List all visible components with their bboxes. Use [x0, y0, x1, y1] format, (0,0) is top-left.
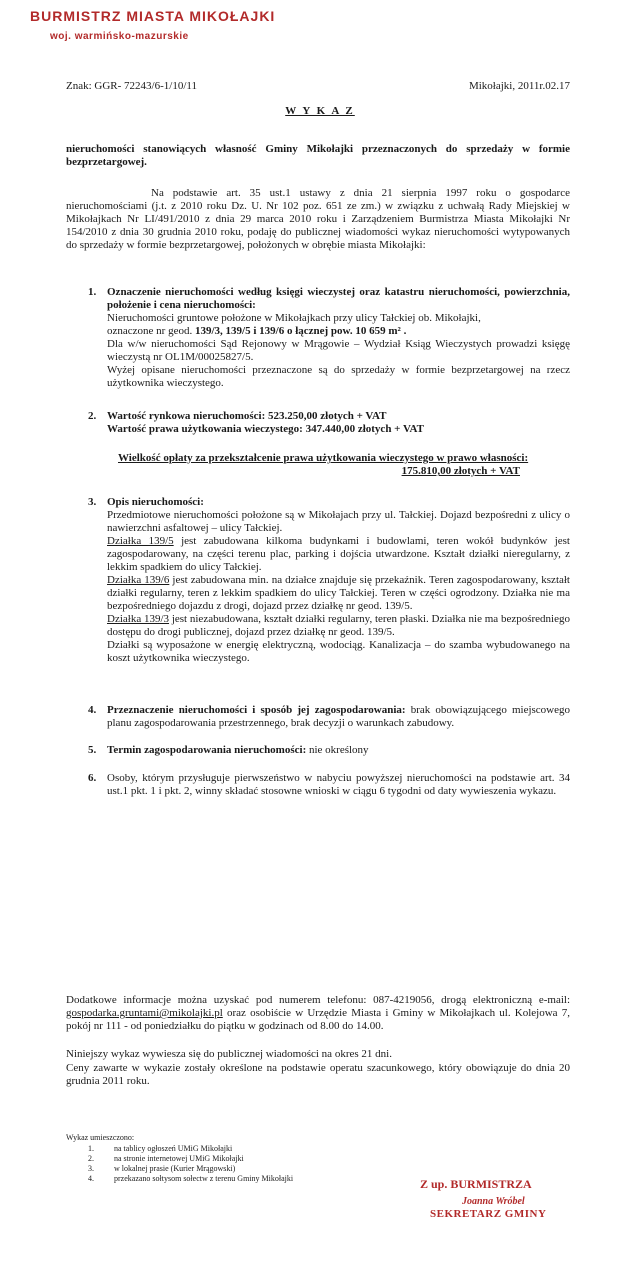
item-2-number: 2.: [88, 410, 97, 422]
contact-info-a: Dodatkowe informacje można uzyskać pod numerem telefonu: 087-4219056, drogą elektroniczną e-mail:: [66, 994, 570, 1006]
document-title: W Y K A Z: [285, 105, 355, 117]
contact-email-link[interactable]: gospodarka.gruntami@mikolajki.pl: [66, 1007, 223, 1019]
reference-number: Znak: GGR- 72243/6-1/10/11: [66, 80, 197, 92]
posting-heading: Wykaz umieszczono:: [66, 1133, 135, 1142]
usufruct-value: Wartość prawa użytkowania wieczystego: 347.440,00 złotych + VAT: [107, 423, 424, 435]
posting-list: [88, 1144, 293, 1184]
item-1-parcels-value: 139/3, 139/5 i 139/6 o łącznej pow. 10 659 m² .: [194, 325, 407, 337]
office-stamp-region: woj. warmińsko-mazurskie: [50, 31, 189, 42]
conversion-fee-value: 175.810,00 złotych + VAT: [401, 465, 520, 477]
item-3-block: [107, 496, 570, 665]
item-4-text: brak obowiązującego miejscowego planu zagospodarowania przestrzennego, brak decyzji o warunkach zabudowy.: [107, 704, 570, 729]
intro-paragraph: Na podstawie art. 35 ust.1 ustawy z dnia 21 sierpnia 1997 roku o gospodarce nieruchomościami (j.t. z 2010 roku Dz. U. Nr 102 poz. 651 ze zm.) w związku z uchwałą Rady Miejskiej w Mikołajkach Nr LI/491/2010 z dnia 29 marca 2010 roku i Zarządzeniem Burmistrza Miasta Mikołajki Nr 154/2010 z dnia 30 grudnia 2010 roku, podaję do publicznej wiadomości wykaz nieruchomości wytypowanych do sprzedaży w formie bezprzetargowej, położonych w obrębie miasta Mikołajki:: [66, 187, 570, 251]
item-5-number: 5.: [88, 744, 97, 756]
signature-stamp-title: Z up. BURMISTRZA: [420, 1177, 532, 1191]
item-1-location: Nieruchomości gruntowe położone w Mikołajkach przy ulicy Tałckiej ob. Mikołajki,: [107, 312, 481, 324]
description-parcel-139-5: [107, 535, 570, 574]
parcel-139-5-text: jest zabudowana kilkoma budynkami i budowlami, teren wokół budynków jest zagospodarowany, na części terenu plac, parking i dojścia utwardzone. Kształt działki nieregularny, z lekkim spadkiem do ulicy Tałckiej.: [107, 535, 570, 573]
item-3-number: 3.: [88, 496, 97, 508]
item-1-parcels: [107, 325, 570, 338]
parcel-139-6-text: jest zabudowana min. na działce znajduje się przekaźnik. Teren zagospodarowany, kształt działki regularny, teren z lekkim spadkiem do ulicy Tałckiej. Teren w części ogrodzony. Działka nie ma bezpośredniego dojazdu z drogi, dojazd przez działkę nr geod. 139/5.: [107, 574, 570, 612]
item-1-heading: Oznaczenie nieruchomości według księgi wieczystej oraz katastru nieruchomości, powierzchnia, położenie i cena nieruchomości:: [107, 286, 570, 311]
item-4-number: 4.: [88, 704, 97, 716]
item-6-number: 6.: [88, 772, 97, 784]
parcel-139-3-text: jest niezabudowana, kształt działki regularny, teren płaski. Działka nie ma bezpośredniego dostępu do drogi publicznej, dojazd przez działkę nr geod. 139/5.: [107, 613, 570, 638]
item-2-block: [107, 410, 570, 436]
document-subtitle: nieruchomości stanowiących własność Gminy Mikołajki przeznaczonych do sprzedaży w formie bezprzetargowej.: [66, 143, 570, 168]
posting-item: 4. przekazano sołtysom sołectw z terenu Gminy Mikołajki: [88, 1174, 294, 1183]
market-value: Wartość rynkowa nieruchomości: 523.250,00 złotych + VAT: [107, 410, 387, 422]
item-4-block: [107, 704, 570, 730]
office-stamp-title: BURMISTRZ MIASTA MIKOŁAJKI: [30, 8, 276, 24]
signature-stamp-role: SEKRETARZ GMINY: [430, 1208, 547, 1220]
item-5-block: [107, 744, 570, 757]
parcel-139-6-label: Działka 139/6: [107, 574, 170, 586]
item-1-block: [107, 286, 570, 390]
item-1-land-register: Dla w/w nieruchomości Sąd Rejonowy w Mrągowie – Wydział Ksiąg Wieczystych prowadzi księgę wieczystą nr OL1M/00025827/5.: [107, 338, 570, 363]
document-date: Mikołajki, 2011r.02.17: [468, 80, 570, 92]
valuation-note: Ceny zawarte w wykazie zostały określone na podstawie operatu szacunkowego, który obowiązuje do dnia 20 grudnia 2011 roku.: [66, 1062, 570, 1087]
item-5-text: nie określony: [306, 744, 369, 756]
contact-info: [66, 994, 570, 1033]
description-location: Przedmiotowe nieruchomości położone są w Mikołajach przy ul. Tałckiej. Dojazd bezpośredni z ulicy o nawierzchni asfaltowej – ulicy Tałckiej.: [107, 509, 570, 534]
item-1-purpose: Wyżej opisane nieruchomości przeznaczone są do sprzedaży w formie bezprzetargowej na rzecz użytkownika wieczystego.: [107, 364, 570, 389]
item-5-heading: Termin zagospodarowania nieruchomości:: [107, 744, 307, 756]
description-utilities: Działki są wyposażone w energię elektryczną, wodociąg. Kanalizacja – do szamba wybudowanego na koszt użytkownika wieczystego.: [107, 639, 570, 664]
description-parcel-139-6: [107, 574, 570, 613]
item-1-parcels-label: oznaczone nr geod.: [107, 325, 195, 337]
signature-name: Joanna Wróbel: [462, 1196, 525, 1207]
parcel-139-5-label: Działka 139/5: [107, 535, 174, 547]
contact-info-b: oraz osobiście w Urzędzie Miasta i Gminy w Mikołajkach ul. Kolejowa 7, pokój nr 111 - od poniedziałku do piątku w godzinach od 8.00 do 14.00.: [66, 1007, 570, 1032]
item-3-heading: Opis nieruchomości:: [107, 496, 204, 508]
description-parcel-139-3: [107, 613, 570, 639]
posting-item: 1. na tablicy ogłoszeń UMiG Mikołajki: [88, 1144, 233, 1153]
posting-period-note: Niniejszy wykaz wywiesza się do publicznej wiadomości na okres 21 dni.: [66, 1048, 392, 1060]
posting-item: 3. w lokalnej prasie (Kurier Mrągowski): [88, 1164, 236, 1173]
parcel-139-3-label: Działka 139/3: [107, 613, 170, 625]
item-6-text: Osoby, którym przysługuje pierwszeństwo w nabyciu powyższej nieruchomości na podstawie art. 34 ust.1 pkt. 1 i pkt. 2, winny składać stosowne wnioski w ciągu 6 tygodni od daty wywieszenia wykazu.: [107, 772, 570, 797]
conversion-fee-label: Wielkość opłaty za przekształcenie prawa użytkowania wieczystego w prawo własności:: [118, 452, 529, 464]
posting-item: 2. na stronie internetowej UMiG Mikołajki: [88, 1154, 244, 1163]
item-1-number: 1.: [88, 286, 97, 298]
item-4-heading: Przeznaczenie nieruchomości i sposób jej zagospodarowania:: [107, 704, 406, 716]
